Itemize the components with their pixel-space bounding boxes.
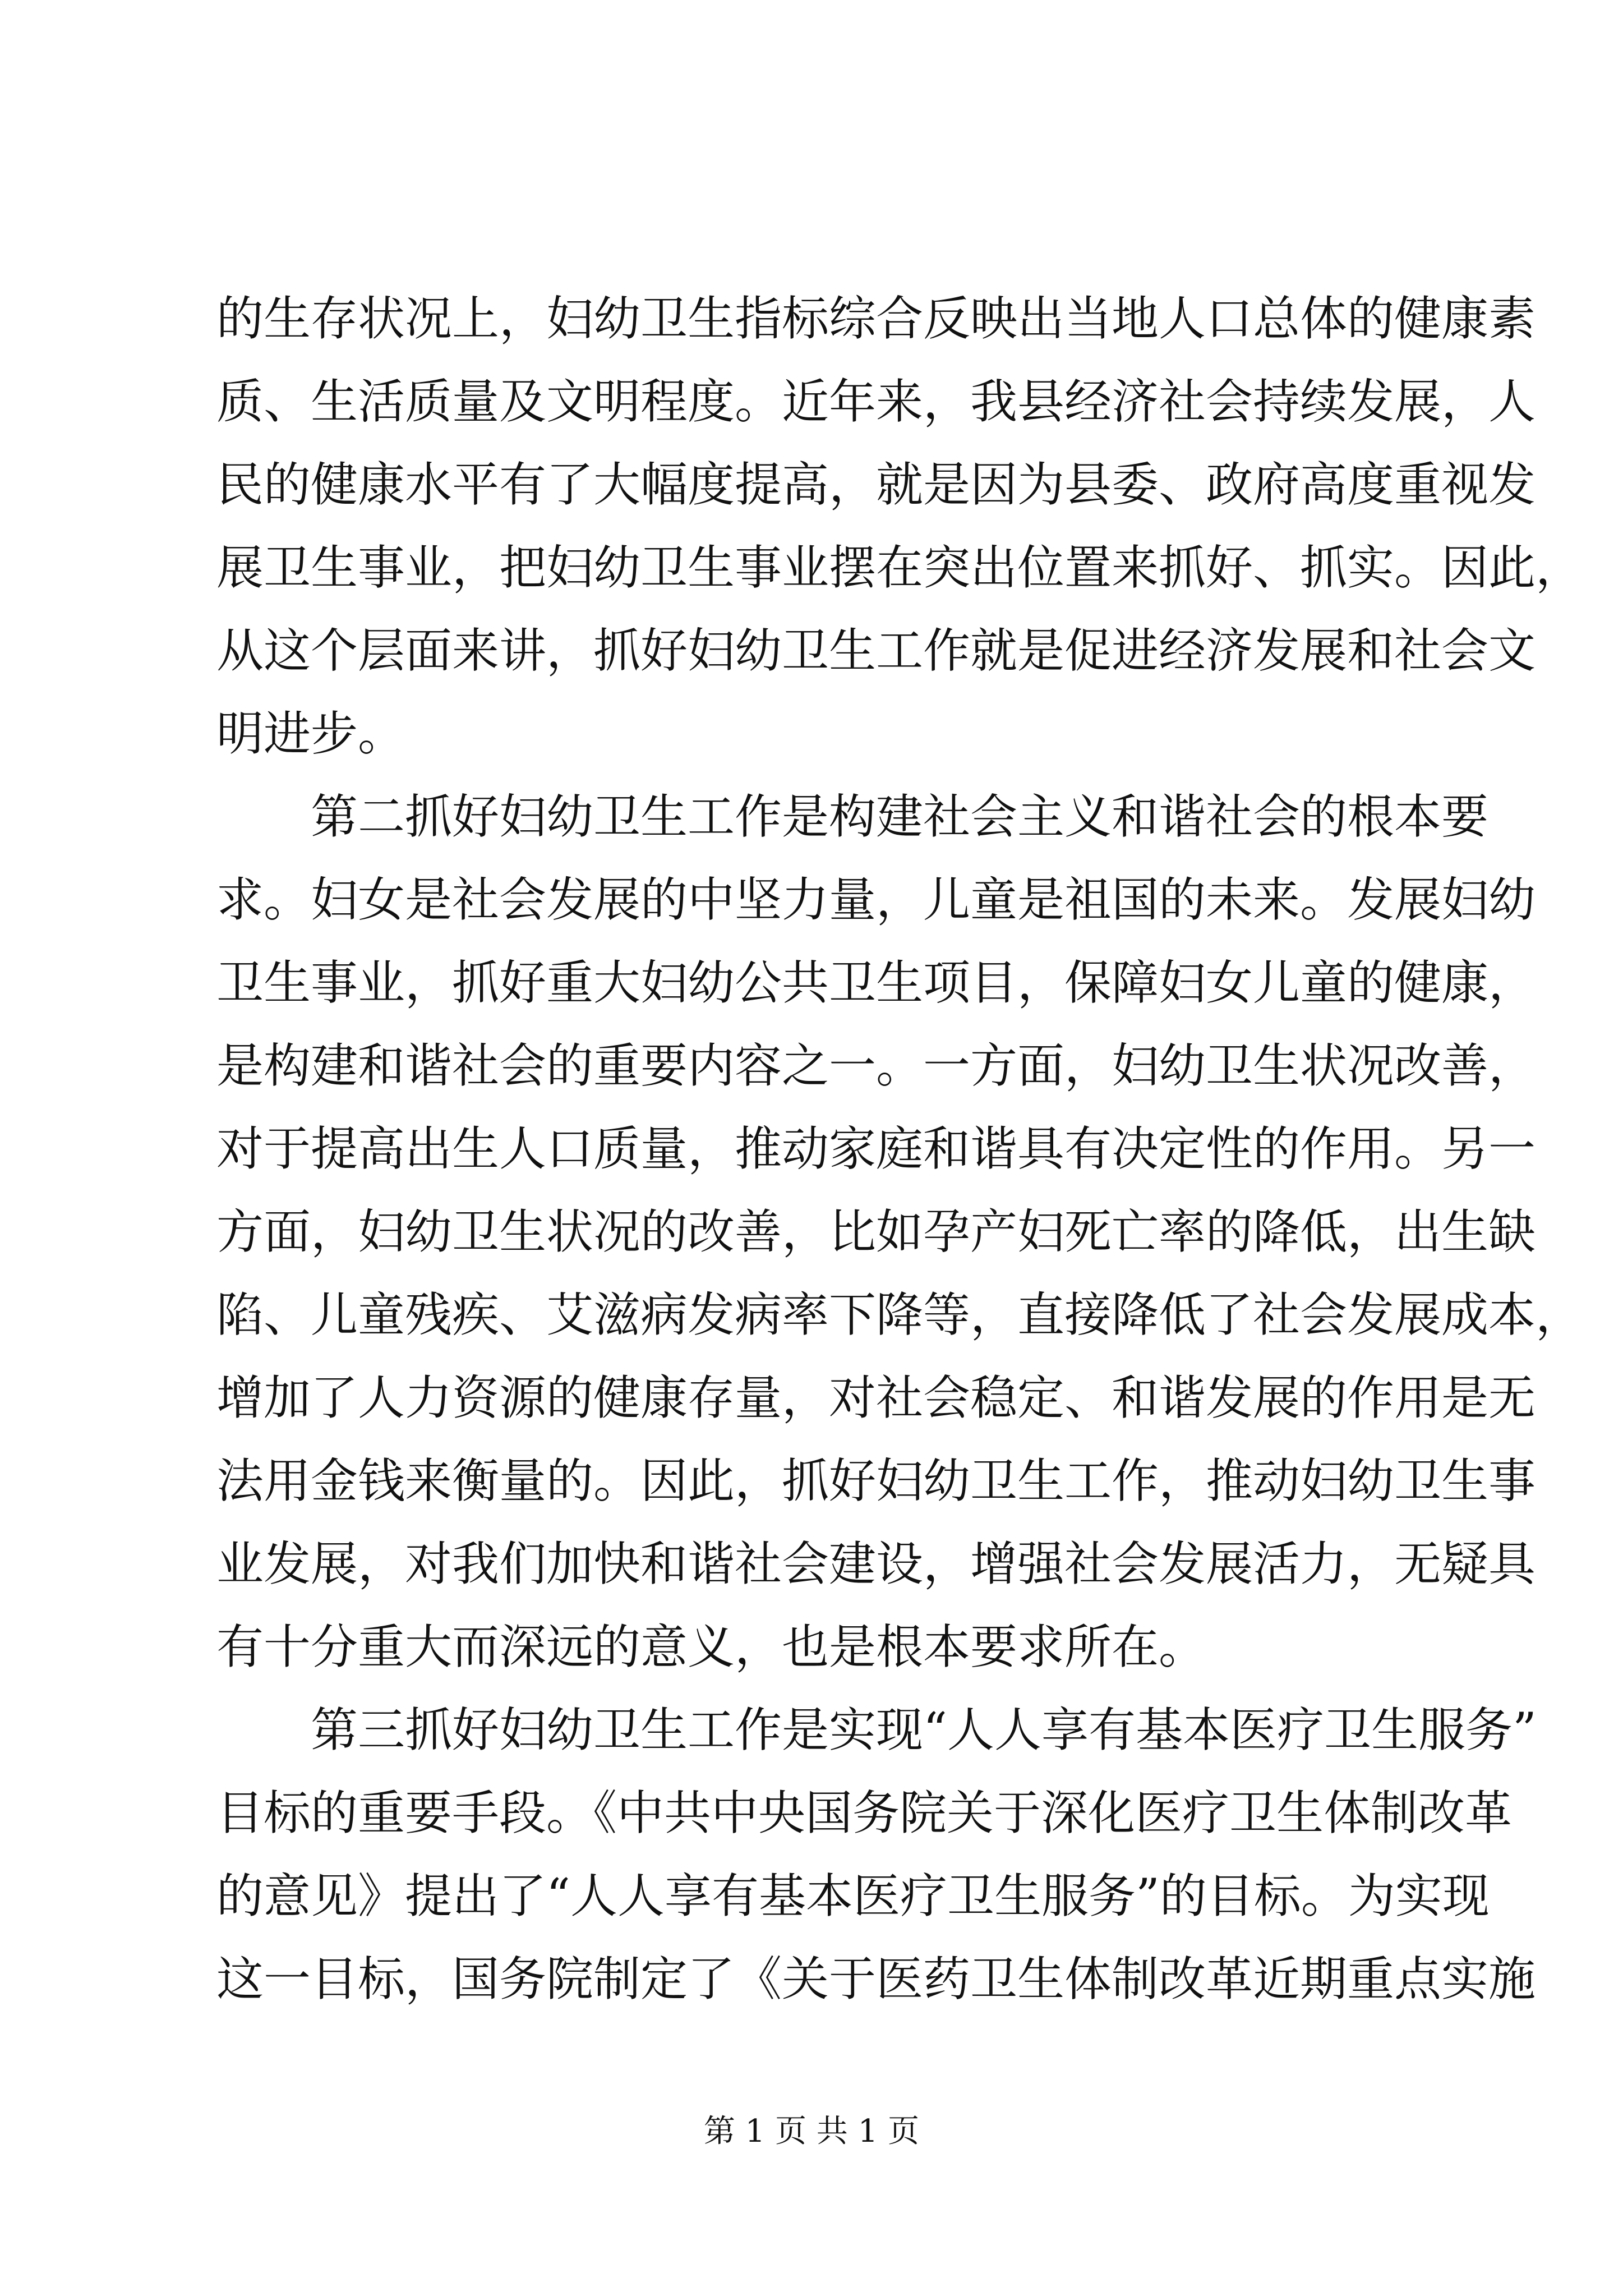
text-line: 民的健康水平有了大幅度提高，就是因为县委、政府高度重视发 [216, 457, 1536, 512]
text-line: 从这个层面来讲，抓好妇幼卫生工作就是促进经济发展和社会文 [216, 623, 1536, 678]
text-line: 质、生活质量及文明程度。近年来，我县经济社会持续发展，人 [216, 374, 1536, 429]
text-line: 对于提高出生人口质量，推动家庭和谐具有决定性的作用。另一 [216, 1121, 1536, 1176]
text-line: 业发展，对我们加快和谐社会建设，增强社会发展活力，无疑具 [216, 1536, 1536, 1591]
text-line: 的意见》提出了“人人享有基本医疗卫生服务”的目标。为实现 [216, 1869, 1490, 1924]
text-line: 增加了人力资源的健康存量，对社会稳定、和谐发展的作用是无 [216, 1370, 1536, 1425]
document-body [216, 277, 1583, 2021]
text-line: 这一目标，国务院制定了《关于医药卫生体制改革近期重点实施 [216, 1952, 1536, 2007]
text-line: 展卫生事业，把妇幼卫生事业摆在突出位置来抓好、抓实。因此， [216, 540, 1583, 595]
text-line: 有十分重大而深远的意义，也是根本要求所在。 [216, 1619, 1206, 1674]
text-line: 目标的重要手段。《中共中央国务院关于深化医疗卫生体制改革 [216, 1786, 1513, 1841]
paragraph-start-line: 第三抓好妇幼卫生工作是实现“人人享有基本医疗卫生服务” [311, 1703, 1537, 1757]
text-line: 法用金钱来衡量的。因此，抓好妇幼卫生工作，推动妇幼卫生事 [216, 1453, 1536, 1508]
text-line: 求。妇女是社会发展的中坚力量，儿童是祖国的未来。发展妇幼 [216, 872, 1536, 927]
paragraph-start-line: 第二抓好妇幼卫生工作是构建社会主义和谐社会的根本要 [311, 789, 1489, 844]
text-line: 方面，妇幼卫生状况的改善，比如孕产妇死亡率的降低，出生缺 [216, 1204, 1536, 1259]
text-line: 的生存状况上，妇幼卫生指标综合反映出当地人口总体的健康素 [216, 291, 1536, 346]
text-line: 陷、儿童残疾、艾滋病发病率下降等，直接降低了社会发展成本， [216, 1287, 1583, 1342]
text-line: 是构建和谐社会的重要内容之一。一方面，妇幼卫生状况改善， [216, 1038, 1536, 1093]
text-line: 明进步。 [216, 706, 405, 761]
page-number-footer: 第 1 页 共 1 页 [703, 2113, 920, 2150]
text-line: 卫生事业，抓好重大妇幼公共卫生项目，保障妇女儿童的健康， [216, 955, 1536, 1010]
